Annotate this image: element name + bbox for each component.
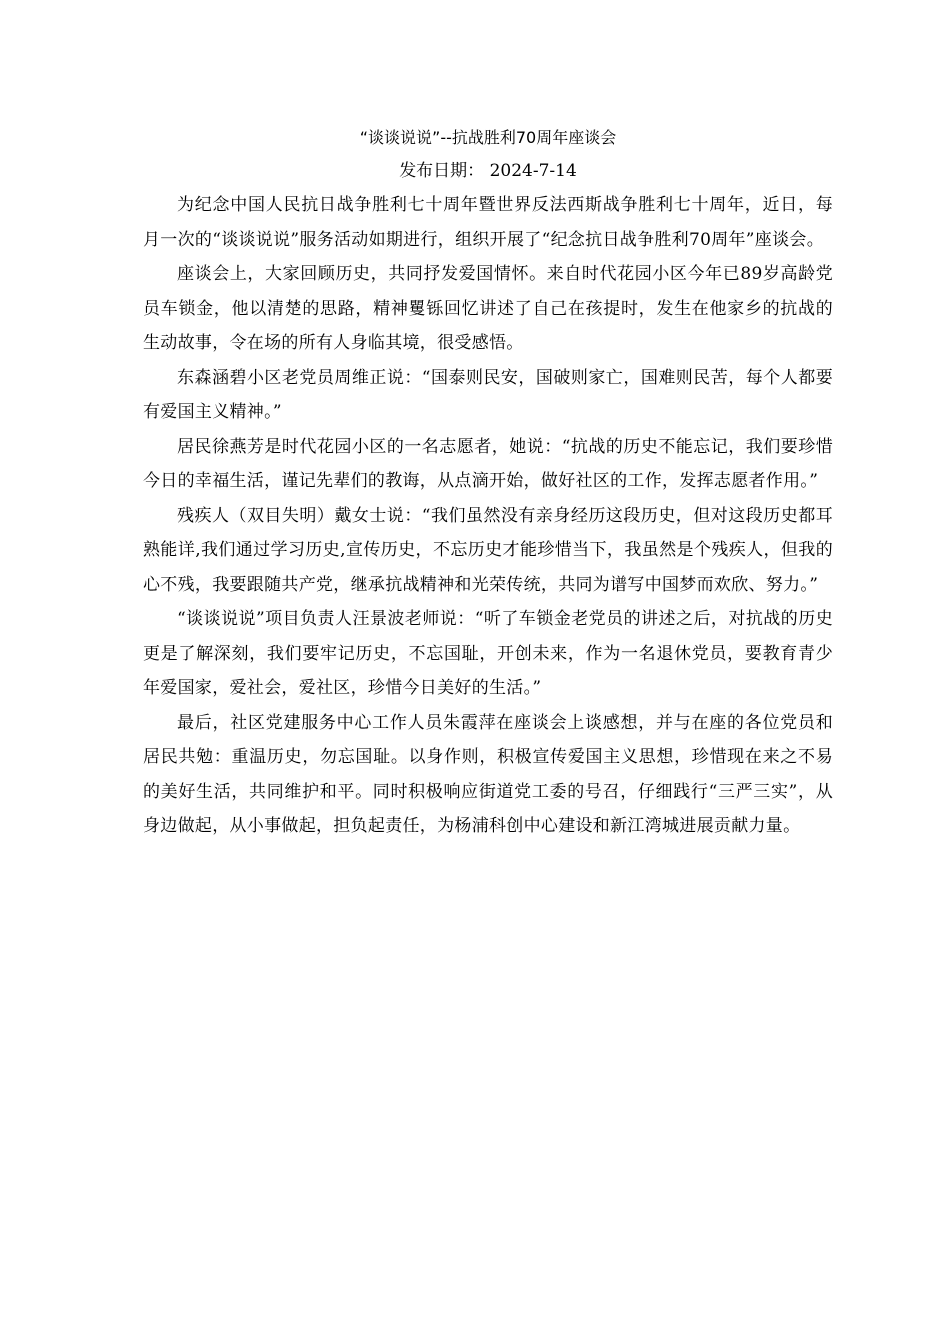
paragraph-dai-quote: 残疾人（双目失明）戴女士说：“我们虽然没有亲身经历这段历史，但对这段历史都耳熟能详,我们通过学习历史,宣传历史，不忘历史才能珍惜当下，我虽然是个残疾人，但我的心不残，我要跟随共产党，继承抗战精神和光荣传统，共同为谱写中国梦而欢欣、努力。” xyxy=(143,505,833,595)
paragraph-closing: 最后，社区党建服务中心工作人员朱霞萍在座谈会上谈感想，并与在座的各位党员和居民共勉：重温历史，勿忘国耻。以身作则，积极宣传爱国主义思想，珍惜现在来之不易的美好生活，共同维护和平。同时积极响应街道党工委的号召，仔细践行“三严三实”，从身边做起，从小事做起，担负起责任，为杨浦科创中心建设和新江湾城进展贡献力量。 xyxy=(143,712,833,836)
publish-date: 发布日期： 2024-7-14 xyxy=(399,161,577,181)
paragraph-intro: 为纪念中国人民抗日战争胜利七十周年暨世界反法西斯战争胜利七十周年，近日，每月一次的“谈谈说说”服务活动如期进行，组织开展了“纪念抗日战争胜利70周年”座谈会。 xyxy=(143,195,833,250)
paragraph-zhou-quote: 东森涵碧小区老党员周维正说：“国泰则民安，国破则家亡，国难则民苦，每个人都要有爱国主义精神。” xyxy=(143,367,833,422)
paragraph-veteran-story: 座谈会上，大家回顾历史，共同抒发爱国情怀。来自时代花园小区今年已89岁高龄党员车锁金，他以清楚的思路，精神矍铄回忆讲述了自己在孩提时，发生在他家乡的抗战的生动故事，令在场的所有人身临其境，很受感悟。 xyxy=(143,264,833,353)
document-title: “谈谈说说”--抗战胜利70周年座谈会 xyxy=(359,128,617,147)
paragraph-xu-quote: 居民徐燕芳是时代花园小区的一名志愿者，她说：“抗战的历史不能忘记，我们要珍惜今日的幸福生活，谨记先辈们的教诲，从点滴开始，做好社区的工作，发挥志愿者作用。” xyxy=(143,436,833,491)
document-body xyxy=(143,122,833,844)
paragraph-wang-quote: “谈谈说说”项目负责人汪景波老师说：“听了车锁金老党员的讲述之后，对抗战的历史更是了解深刻，我们要牢记历史，不忘国耻，开创未来，作为一名退休党员，要教育青少年爱国家，爱社会，爱社区，珍惜今日美好的生活。” xyxy=(143,609,833,698)
